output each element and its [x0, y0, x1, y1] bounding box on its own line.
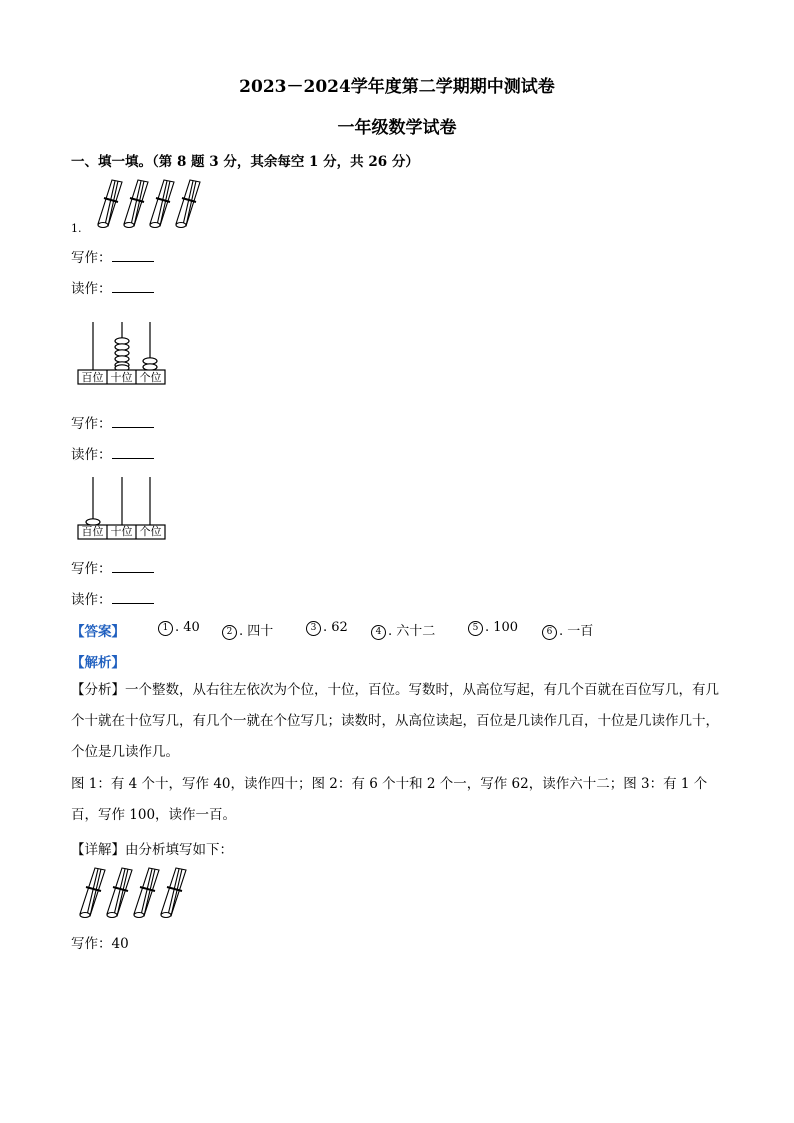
abacus-label-tens: 十位 [110, 371, 133, 384]
write-label: 写作： [71, 416, 112, 432]
section-heading: 一、填一填。（第 8 题 3 分，其余每空 1 分，共 26 分） [71, 154, 419, 170]
final-write-line: 写作：40 [71, 936, 129, 952]
answer-label: 【答案】 [71, 624, 125, 640]
abacus-label-hundreds: 百位 [81, 525, 104, 538]
abacus-label-ones: 个位 [139, 525, 162, 538]
write-line-1 [71, 246, 154, 266]
stick-bundles-image-2 [74, 864, 190, 922]
answer-item-2: 2 . 四十 [222, 620, 273, 640]
answer-item-1: 1 . 40 [158, 620, 200, 636]
read-label: 读作： [71, 447, 112, 463]
write-line-2 [71, 412, 154, 432]
analysis-paragraph: 【分析】一个整数，从右往左依次为个位，十位，百位。写数时，从高位写起，有几个百就在百位写几，有几个十就在十位写几，有几个一就在个位写几；读数时，从高位读起，百位是几读作几百，十位是几读作几十，个位是几读作几。 [71, 682, 719, 760]
detail-line: 【详解】由分析填写如下： [71, 842, 233, 858]
answer-item-6: 6 . 一百 [542, 620, 593, 640]
stick-bundles-image-1 [92, 176, 204, 232]
abacus-label-tens: 十位 [110, 525, 133, 538]
answer-blank[interactable] [112, 415, 154, 428]
abacus-label-hundreds: 百位 [81, 371, 104, 384]
write-line-3 [71, 557, 154, 577]
read-line-3 [71, 588, 154, 608]
read-label: 读作： [71, 281, 112, 297]
abacus-label-ones: 个位 [139, 371, 162, 384]
figures-paragraph: 图 1：有 4 个十，写作 40，读作四十；图 2：有 6 个十和 2 个一，写作 62，读作六十二；图 3：有 1 个百，写作 100，读作一百。 [71, 776, 708, 823]
page-subtitle: 一年级数学试卷 [337, 118, 457, 138]
answer-blank[interactable] [112, 280, 154, 293]
answer-blank[interactable] [112, 591, 154, 604]
page-title: 2023－2024学年度第二学期期中测试卷 [239, 77, 555, 97]
answer-item-5: 5 . 100 [468, 620, 518, 636]
write-label: 写作： [71, 250, 112, 266]
answer-blank[interactable] [112, 249, 154, 262]
abacus-labels-1 [78, 371, 165, 385]
read-label: 读作： [71, 592, 112, 608]
question-number: 1. [71, 222, 82, 235]
abacus-labels-2 [78, 525, 165, 539]
answer-blank[interactable] [112, 560, 154, 573]
write-label: 写作： [71, 561, 112, 577]
answer-blank[interactable] [112, 446, 154, 459]
analysis-label: 【解析】 [71, 655, 125, 671]
read-line-1 [71, 277, 154, 297]
read-line-2 [71, 443, 154, 463]
answer-item-3: 3 . 62 [306, 620, 348, 636]
answer-item-4: 4 . 六十二 [371, 620, 435, 640]
